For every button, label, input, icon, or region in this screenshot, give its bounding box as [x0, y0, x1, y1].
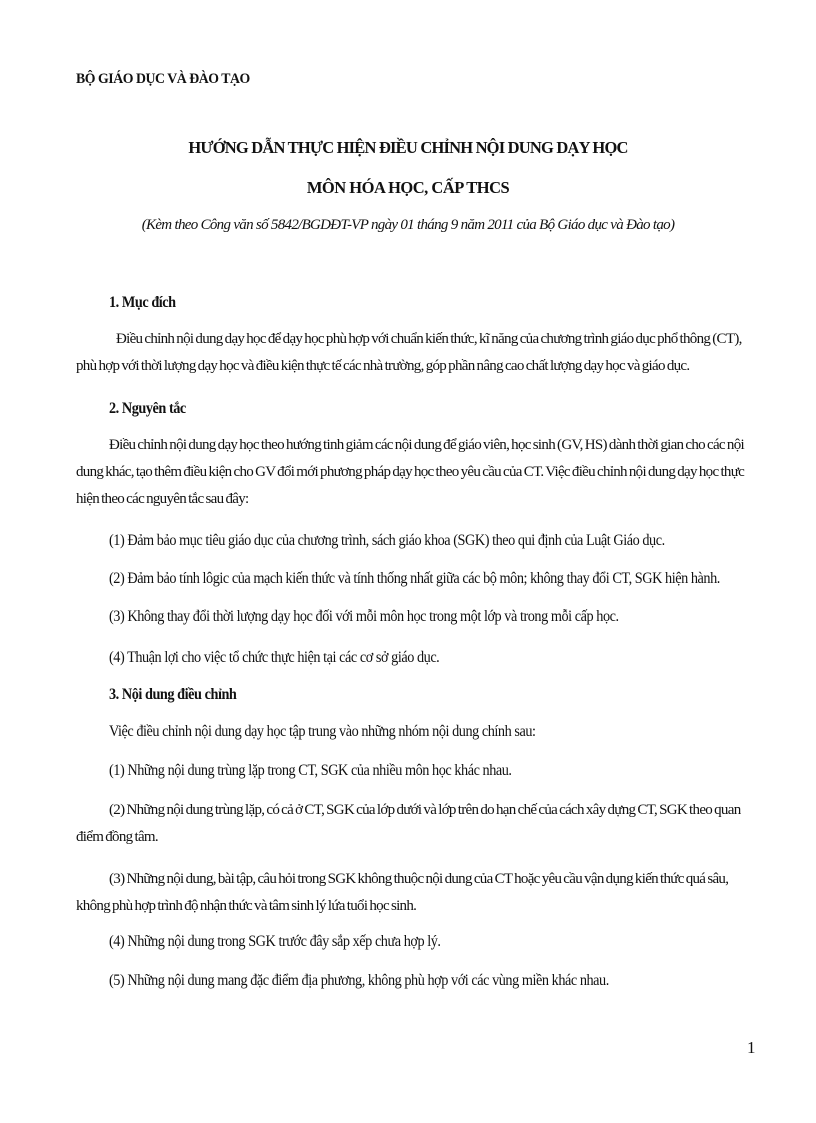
- principle-item: (3) Không thay đổi thời lượng dạy học đối với mỗi môn học trong một lớp và trong mỗi cấp học.: [109, 608, 619, 625]
- content-item: (1) Những nội dung trùng lặp trong CT, SGK của nhiều môn học khác nhau.: [109, 762, 512, 779]
- content-item: (4) Những nội dung trong SGK trước đây sắp xếp chưa hợp lý.: [109, 933, 441, 950]
- document-subtitle: (Kèm theo Công văn số 5842/BGDĐT-VP ngày 01 tháng 9 năm 2011 của Bộ Giáo dục và Đào tạo): [141, 217, 675, 233]
- content-item: (3) Những nội dung, bài tập, câu hỏi trong SGK không thuộc nội dung của CT hoặc yêu cầu vận dụng kiến thức quá sâu, không phù hợp trình độ nhận thức và tâm sinh lý lứa tuổi học sinh.: [76, 871, 729, 914]
- section1-heading: 1. Mục đích: [109, 294, 176, 311]
- document-title-line1: HƯỚNG DẪN THỰC HIỆN ĐIỀU CHỈNH NỘI DUNG DẠY HỌC: [188, 138, 628, 157]
- section2-heading: 2. Nguyên tắc: [109, 400, 186, 417]
- content-item: (5) Những nội dung mang đặc điểm địa phương, không phù hợp với các vùng miền khác nhau.: [109, 972, 609, 989]
- principle-item: (4) Thuận lợi cho việc tổ chức thực hiện tại các cơ sở giáo dục.: [109, 649, 440, 666]
- principle-item: (1) Đảm bảo mục tiêu giáo dục của chương trình, sách giáo khoa (SGK) theo qui định của Luật Giáo dục.: [109, 532, 665, 549]
- section2-paragraph: Điều chỉnh nội dung dạy học theo hướng tinh giảm các nội dung để giáo viên, học sinh (GV, HS) dành thời gian cho các nội dung khác, tạo thêm điều kiện cho GV đổi mới phương pháp dạy học theo yêu cầu của CT. Việc điều chỉnh nội dung dạy học thực hiện theo các nguyên tắc sau đây:: [76, 437, 745, 507]
- principle-item: (2) Đảm bảo tính lôgic của mạch kiến thức và tính thống nhất giữa các bộ môn; không thay đổi CT, SGK hiện hành.: [109, 570, 720, 587]
- organization-name: BỘ GIÁO DỤC VÀ ĐÀO TẠO: [76, 71, 250, 87]
- content-item: (2) Những nội dung trùng lặp, có cả ở CT, SGK của lớp dưới và lớp trên do hạn chế của cách xây dựng CT, SGK theo quan điểm đồng tâm.: [76, 802, 741, 845]
- section3-intro: Việc điều chỉnh nội dung dạy học tập trung vào những nhóm nội dung chính sau:: [109, 723, 536, 740]
- section3-heading: 3. Nội dung điều chỉnh: [109, 686, 237, 703]
- page-number: 1: [747, 1038, 756, 1057]
- document-title-line2: MÔN HÓA HỌC, CẤP THCS: [306, 178, 510, 197]
- section1-paragraph: Điều chỉnh nội dung dạy học để dạy học phù hợp với chuẩn kiến thức, kĩ năng của chương trình giáo dục phổ thông (CT), phù hợp với thời lượng dạy học và điều kiện thực tế các nhà trường, góp phần nâng cao chất lượng dạy học và giáo dục.: [76, 331, 742, 374]
